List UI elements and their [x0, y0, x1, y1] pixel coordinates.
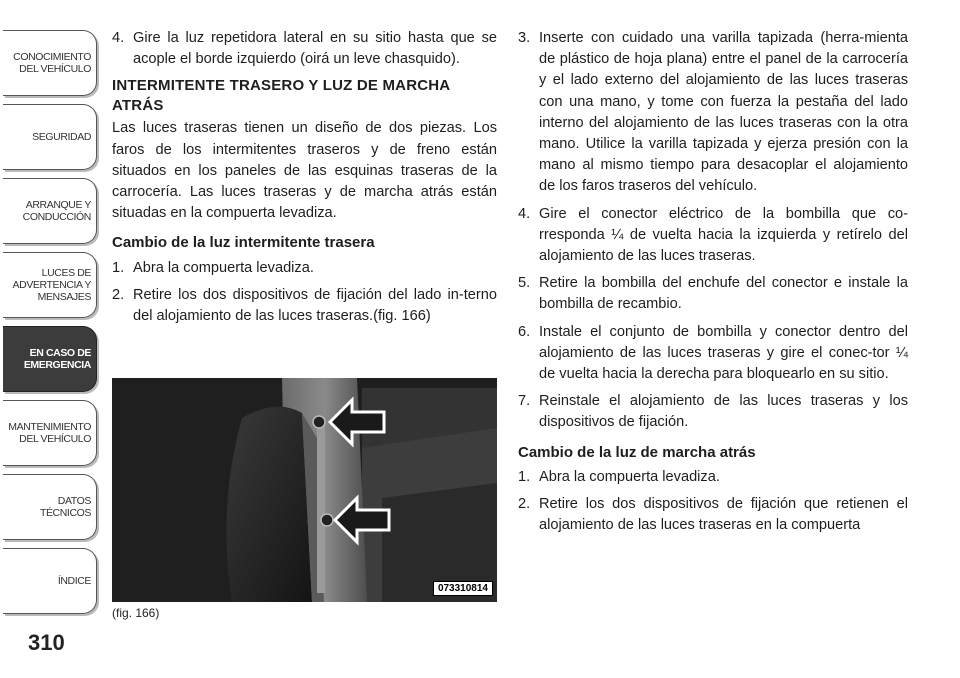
step-text: Abra la compuerta levadiza.	[539, 468, 720, 485]
step-text: Retire la bombilla del enchufe del conector e instale la bombilla de recambio.	[539, 275, 908, 313]
tab-emergencia[interactable]: EN CASO DE EMERGENCIA	[3, 326, 97, 392]
step-text: Instale el conjunto de bombilla y conector dentro del alojamiento de las luces traseras y gire el conec-tor ¼ de vuelta hacia la derecha para bloquearlo en su sitio.	[539, 323, 908, 383]
step-text: Retire los dos dispositivos de fijación que retienen el alojamiento de las luces traseras en la compuerta	[539, 496, 908, 534]
tab-indice[interactable]: ÍNDICE	[3, 548, 97, 614]
step-number: 1.	[112, 259, 125, 276]
tail-lamp-illustration	[112, 378, 497, 602]
step-text: Retire los dos dispositivos de fijación del lado in-terno del alojamiento de las luces traseras.(fig. 166)	[133, 286, 497, 325]
step-number: 3.	[518, 30, 531, 46]
step-number: 2.	[518, 496, 531, 513]
step-text: Abra la compuerta levadiza.	[133, 259, 314, 276]
figure-tail-lamp-photo	[112, 378, 497, 602]
tab-luces-advertencia[interactable]: LUCES DE ADVERTENCIA Y MENSAJES	[3, 252, 97, 318]
step-item	[112, 28, 497, 70]
tab-datos-tecnicos[interactable]: DATOS TÉCNICOS	[3, 474, 97, 540]
step-item	[518, 322, 908, 386]
step-number: 4.	[112, 30, 125, 46]
step-item	[518, 273, 908, 315]
step-item	[112, 258, 497, 279]
left-column	[112, 28, 497, 333]
fastener-lower	[321, 514, 333, 526]
tab-arranque[interactable]: ARRANQUE Y CONDUCCIÓN	[3, 178, 97, 244]
step-number: 5.	[518, 275, 531, 292]
tab-mantenimiento[interactable]: MANTENIMIENTO DEL VEHÍCULO	[3, 400, 97, 466]
step-number: 6.	[518, 323, 531, 340]
step-item	[518, 28, 908, 198]
step-number: 4.	[518, 205, 531, 222]
step-item	[518, 391, 908, 433]
chapter-sidebar	[0, 0, 100, 678]
step-item	[112, 285, 497, 327]
step-text: Reinstale el alojamiento de las luces traseras y los dispositivos de fijación.	[539, 393, 908, 431]
step-number: 1.	[518, 468, 531, 485]
fastener-upper	[313, 416, 325, 428]
step-text: Gire el conector eléctrico de la bombilla que co-rresponda ¼ de vuelta hacia la izquierda y retírelo del alojamiento de las luces traseras.	[539, 205, 908, 265]
tail-lamp-shape	[226, 407, 312, 602]
step-text: Gire la luz repetidora lateral en su sitio hasta que se acople el borde izquierdo (oirá un leve chasquido).	[133, 30, 497, 68]
figure-caption: (fig. 166)	[112, 606, 160, 620]
step-text: Inserte con cuidado una varilla tapizada (herra-mienta de plástico de hoja plana) entre el panel de la carrocería y el lado externo del alojamiento de las luces traseras con una mano, y tome con fuerza la pestaña del lado interno del alojamiento de las luces traseras con la otra mano. Utilice la varilla tapizada y ejerza presión con la mano al mismo tiempo para desacoplar el alojamiento de los faros traseros del vehículo.	[539, 30, 908, 195]
step-item	[518, 467, 908, 488]
page-number: 310	[28, 630, 65, 655]
step-number: 2.	[112, 286, 125, 303]
subheading-rear-turn: Cambio de la luz intermitente trasera	[112, 234, 375, 252]
intro-paragraph: Las luces traseras tienen un diseño de dos piezas. Los faros de los intermitentes traseros y de freno están situados en los paneles de las esquinas traseras de la carrocería. Las luces traseras y de marcha atrás están situadas en la compuerta levadiza.	[112, 120, 497, 222]
subheading-reverse-light: Cambio de la luz de marcha atrás	[518, 443, 756, 461]
step-number: 7.	[518, 393, 531, 410]
step-item	[518, 494, 908, 536]
step-item	[518, 204, 908, 268]
right-column	[518, 28, 908, 542]
tab-seguridad[interactable]: SEGURIDAD	[3, 104, 97, 170]
tab-conocimiento[interactable]: CONOCIMIENTO DEL VEHÍCULO	[3, 30, 97, 96]
figure-code: 073310814	[433, 581, 493, 596]
section-heading: INTERMITENTE TRASERO Y LUZ DE MARCHA ATRÁS	[112, 77, 450, 115]
